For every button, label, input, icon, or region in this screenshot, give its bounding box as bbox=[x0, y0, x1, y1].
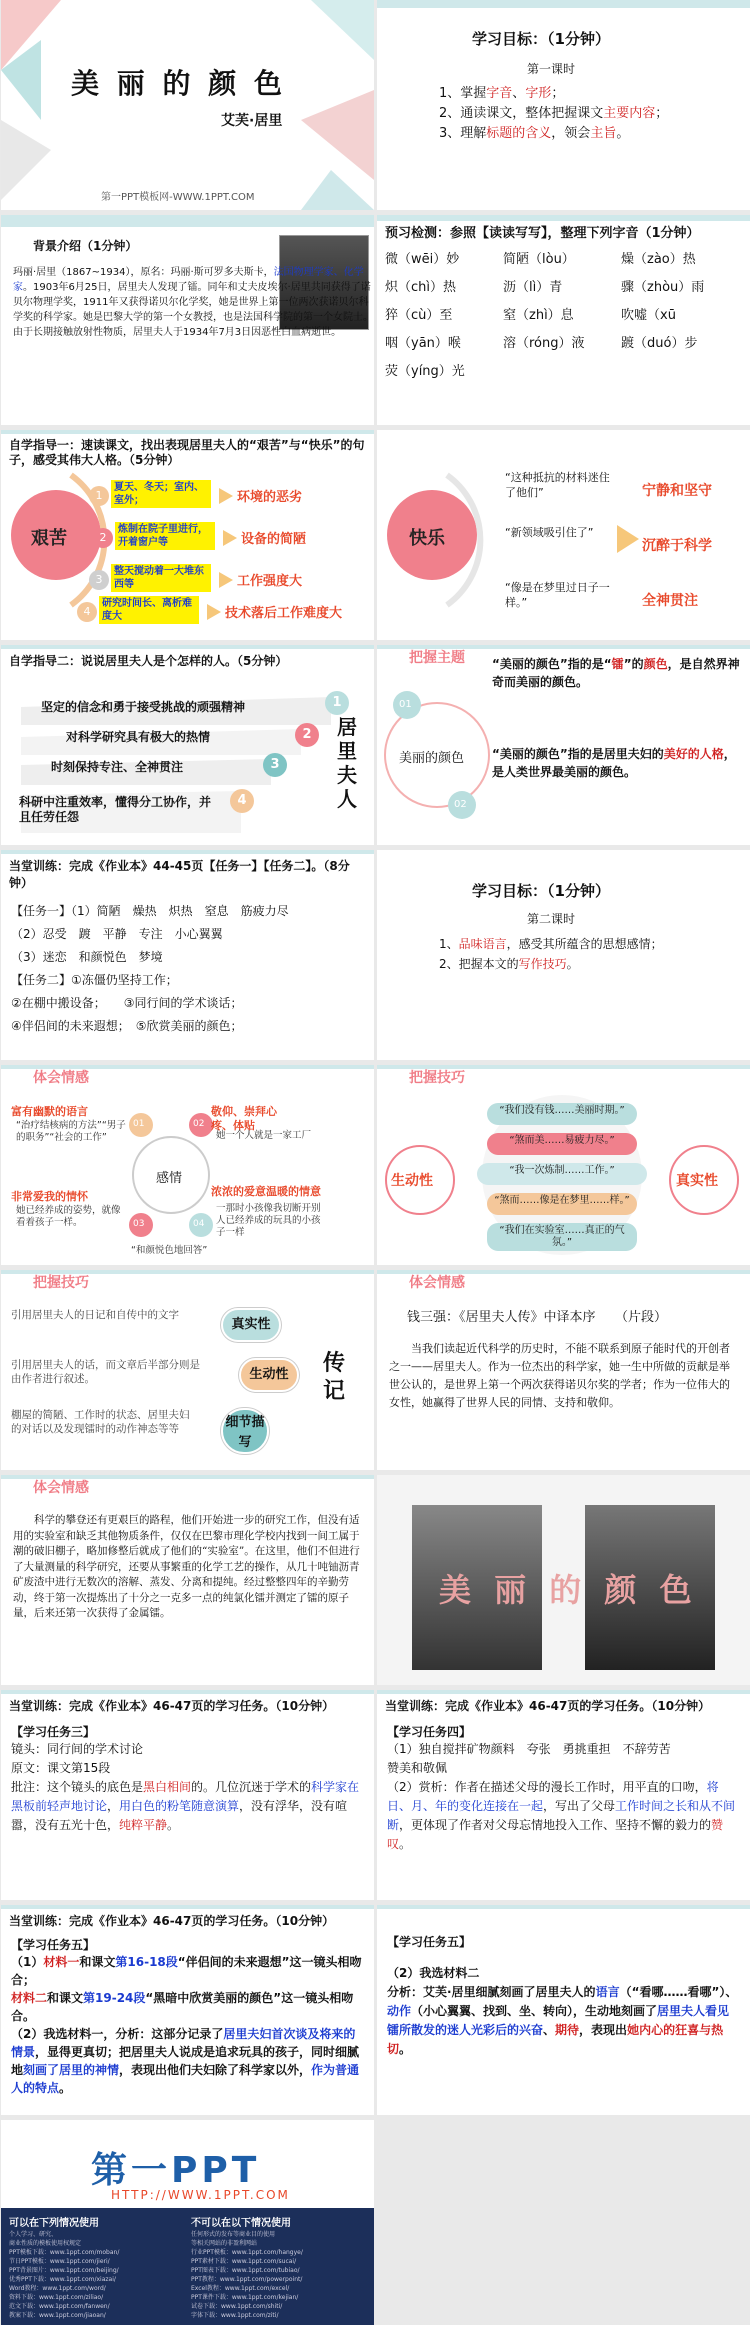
emotion-note: “治疗结核病的方法”“男子的职务”“社会的工作” bbox=[16, 1120, 126, 1143]
arrow-icon bbox=[207, 604, 221, 620]
joy-quote: “这种抵抗的材料迷住了他们” bbox=[505, 471, 610, 499]
pron-cell: 猝（cù）至 bbox=[385, 308, 453, 323]
pron-cell: 骤（zhòu）雨 bbox=[621, 280, 705, 295]
text-run: 居里夫人看见镭所散发的迷人光彩后的兴奋 bbox=[387, 2004, 730, 2037]
text-run: “伴侣间的未来遐想”这一镜头相吻合； bbox=[11, 1955, 362, 1987]
footer-line: PPT模板下载：www.1ppt.com/moban/ bbox=[9, 2249, 120, 2256]
text-run: 和课文 bbox=[79, 1955, 116, 1969]
slide-technique-1 bbox=[377, 1065, 750, 1265]
hardship-result: 工作强度大 bbox=[237, 574, 303, 589]
slide-emotion-1 bbox=[1, 1065, 374, 1265]
footer-line: PPT课件下载：www.1ppt.com/kejian/ bbox=[191, 2294, 299, 2301]
step-number: 2 bbox=[93, 528, 113, 548]
slide-background bbox=[1, 215, 374, 425]
pron-heading: 预习检测：参照【读读写写】，整理下列字音（1分钟） bbox=[385, 226, 700, 241]
pron-cell: 沥（lì）青 bbox=[503, 280, 563, 295]
bg-heading: 背景介绍（1分钟） bbox=[33, 239, 138, 253]
pron-cell: 炽（chì）热 bbox=[385, 280, 456, 295]
practice1-answers bbox=[1, 896, 374, 1042]
slide-practice-1 bbox=[1, 850, 374, 1060]
goals-list bbox=[439, 84, 668, 144]
task4-label: 【学习任务四】 bbox=[387, 1725, 472, 1739]
text-run: 标题的含义 bbox=[486, 126, 552, 141]
text-run: 、 bbox=[543, 2023, 556, 2037]
text-run: （2）赏析：作者在描述父母的漫长工作时，用平直的口吻， bbox=[387, 1780, 707, 1794]
character-side-label: 居里夫人 bbox=[337, 715, 357, 811]
text-run: ，表现出他们夫妇除了科学家以外， bbox=[119, 2063, 312, 2077]
footer-line: 资料下载：www.1ppt.com/ziliao/ bbox=[9, 2294, 104, 2301]
theme-center: 美丽的颜色 bbox=[399, 751, 465, 766]
text-run: ，感受其所蕴含的思想感情； bbox=[506, 937, 663, 951]
footer-line: PPT素材下载：www.1ppt.com/sucai/ bbox=[191, 2258, 297, 2265]
theme-point-1 bbox=[492, 655, 742, 691]
task4-line bbox=[387, 1740, 740, 1759]
footer-line: PPT背景图片：www.1ppt.com/beijing/ bbox=[9, 2267, 119, 2274]
pron-cell: 踱（duó）步 bbox=[621, 336, 698, 351]
goals-sub: 第一课时 bbox=[527, 62, 576, 76]
text-run: 刻画了居里的神情 bbox=[23, 2063, 120, 2077]
pron-cell: 荧（yíng）光 bbox=[385, 364, 465, 379]
answer-line: 【任务二】①冻僵仍坚持工作； bbox=[11, 973, 178, 987]
slide-emotion-3 bbox=[1, 1475, 374, 1685]
task3-body bbox=[1, 1740, 374, 1835]
text-run: 赞叹 bbox=[387, 1818, 724, 1851]
text-run: 字音 bbox=[486, 86, 513, 101]
text-run: 主旨 bbox=[590, 126, 617, 141]
arrow-icon bbox=[219, 572, 233, 588]
slide-joy bbox=[377, 430, 750, 640]
text-run: 动作 bbox=[387, 2004, 412, 2018]
theme-num-1: 01 bbox=[399, 699, 412, 710]
slide-theme bbox=[377, 645, 750, 845]
emotion1-tag: 体会情感 bbox=[33, 1070, 89, 1086]
text-run: 美好的人格 bbox=[663, 747, 724, 761]
bg-text bbox=[13, 265, 373, 340]
pron-row bbox=[385, 274, 742, 302]
footer-line: 任何形式的发布等商业目的使用 bbox=[191, 2231, 276, 2238]
slide-task-5b bbox=[377, 1905, 750, 2115]
goal-line bbox=[439, 104, 668, 124]
task3-line bbox=[11, 1740, 364, 1759]
slide-hardship bbox=[1, 430, 374, 640]
task4-line bbox=[387, 1759, 740, 1778]
technique2-tag: 把握技巧 bbox=[33, 1275, 89, 1291]
footer-line: PPT教程：www.1ppt.com/powerpoint/ bbox=[191, 2276, 303, 2283]
text-run: 写作技巧 bbox=[518, 957, 567, 971]
technique-quote: “煞而……像是在梦里……样。” bbox=[487, 1193, 637, 1215]
task4-line bbox=[387, 1778, 740, 1854]
footer-panel bbox=[1, 2208, 374, 2325]
technique2-cap: 生动性 bbox=[239, 1358, 299, 1392]
goal-line bbox=[439, 84, 668, 104]
practice1-heading: 当堂训练：完成《作业本》44-45页【任务一】【任务二】。（8分钟） bbox=[9, 859, 350, 890]
goals2-heading: 学习目标：（1分钟） bbox=[472, 882, 610, 900]
hardship-result: 设备的简陋 bbox=[241, 532, 307, 547]
slide-character bbox=[1, 645, 374, 845]
biography-label: 传记 bbox=[323, 1351, 346, 1404]
text-run: ， bbox=[107, 1799, 120, 1813]
character-trait: 科研中注重效率，懂得分工协作，并且任劳任怨 bbox=[19, 795, 212, 824]
hardship-box: 炼制在院子里进行，开着窗户等 bbox=[115, 522, 215, 550]
text-run: （2）我选材料二 bbox=[387, 1966, 480, 1980]
footer-line: 试卷下载：www.1ppt.com/shiti/ bbox=[191, 2303, 283, 2310]
character-trait: 坚定的信念和勇于接受挑战的顽强精神 bbox=[41, 700, 246, 714]
slide-goals-1 bbox=[377, 0, 750, 210]
slide-technique-2 bbox=[1, 1270, 374, 1470]
text-run: 批注：这个镜头的底色是 bbox=[11, 1780, 144, 1794]
text-run: 、 bbox=[512, 86, 526, 101]
text-run: 。 bbox=[616, 126, 630, 141]
text-run: 。 bbox=[399, 2042, 412, 2056]
emotion-note: 她一个人就是一家工厂 bbox=[216, 1130, 312, 1141]
text-run: （小心翼翼、找到、坐、转向），生动地刻画了 bbox=[411, 2004, 658, 2018]
step-number: 1 bbox=[325, 691, 349, 715]
technique1-tag: 把握技巧 bbox=[409, 1070, 465, 1086]
goals2-list bbox=[439, 934, 663, 974]
answer-line: ②在棚中搬设备； ③同行间的学术谈话； bbox=[11, 996, 243, 1010]
emotion-label: 浓浓的爱意温暖的情意 bbox=[211, 1185, 321, 1198]
technique-quote: “我们没有钱……美丽时期。” bbox=[487, 1103, 637, 1125]
text-run: 期待 bbox=[555, 2023, 580, 2037]
logo-text: 第一PPT bbox=[91, 2150, 261, 2191]
text-run: “美丽的颜色”指的是居里夫妇的 bbox=[492, 747, 664, 761]
text-run: 品味语言 bbox=[458, 937, 507, 951]
footer-line: 商业性质的模板使用权规定 bbox=[9, 2240, 82, 2247]
goal2-line bbox=[439, 954, 663, 974]
answer-line: 【任务一】（1）简陋 燥热 炽热 窒息 筋疲力尽 bbox=[11, 904, 289, 918]
pron-cell: 窒（zhì）息 bbox=[503, 308, 574, 323]
task3-heading: 当堂训练：完成《作业本》46-47页的学习任务。（10分钟） bbox=[9, 1699, 335, 1713]
footer-line: PPT图表下载：www.1ppt.com/tubiao/ bbox=[191, 2267, 300, 2274]
text-run: ，没有浮华，没有喧嚣，没有五光十色， bbox=[11, 1799, 348, 1832]
emotion-label: 非常爱我的情怀 bbox=[11, 1190, 88, 1203]
step-number: 1 bbox=[89, 486, 109, 506]
task5a-line bbox=[11, 2025, 364, 2097]
emotion-num: 04 bbox=[193, 1219, 205, 1229]
slide-title-text: 美 丽 的 颜 色 bbox=[71, 67, 286, 100]
footer-line: 等相关网站的非盈利网站 bbox=[191, 2240, 258, 2247]
text-run: ”的 bbox=[623, 657, 644, 671]
bg-line bbox=[13, 265, 373, 340]
text-run: 。 bbox=[566, 957, 579, 971]
theme-tag: 把握主题 bbox=[409, 650, 465, 666]
footer-line: 行业PPT模板：www.1ppt.com/hangye/ bbox=[191, 2249, 303, 2256]
text-run: 科学家在黑板前轻声地讨论 bbox=[11, 1780, 360, 1813]
text-run: 2、把握本文的 bbox=[439, 957, 519, 971]
theme-point-2 bbox=[492, 745, 742, 781]
footer-line: Excel教程：www.1ppt.com/excel/ bbox=[191, 2285, 290, 2292]
text-run: 将日、月、年的变化连接在一起 bbox=[387, 1780, 719, 1813]
footer-col-a-title: 可以在下列情况使用 bbox=[9, 2218, 99, 2229]
emotion3-tag: 体会情感 bbox=[33, 1480, 89, 1496]
footer-line: 优秀PPT下载：www.1ppt.com/xiazai/ bbox=[9, 2276, 116, 2283]
text-run: 镭 bbox=[611, 657, 624, 671]
slide-emotion-2 bbox=[377, 1270, 750, 1470]
text-run: 分析：艾芙·居里细腻刻画了居里夫人的 bbox=[387, 1985, 596, 1999]
pron-cell: 燥（zào）热 bbox=[621, 252, 696, 267]
text-run: （“看哪……看哪”）、 bbox=[619, 1985, 738, 1999]
text-run: 。 bbox=[167, 1818, 180, 1832]
slide-photos bbox=[377, 1475, 750, 1685]
emotion2-tag: 体会情感 bbox=[409, 1275, 465, 1291]
theme-num-2: 02 bbox=[454, 799, 467, 810]
answer-line: ④伴侣间的未来遐想； ⑤欣赏美丽的颜色； bbox=[11, 1019, 243, 1033]
task5a-line bbox=[11, 1953, 364, 1989]
pron-cell: 简陋（lòu） bbox=[503, 252, 575, 267]
arrow-icon bbox=[617, 525, 639, 553]
text-run: ，是人类世界最美丽的颜色。 bbox=[492, 747, 736, 779]
emotion-num: 03 bbox=[133, 1219, 145, 1229]
arrow-icon bbox=[219, 488, 233, 504]
goal2-line bbox=[439, 934, 663, 954]
slide-author: 艾芙·居里 bbox=[221, 113, 283, 129]
logo-url: HTTP://WWW.1PPT.COM bbox=[111, 2188, 290, 2202]
pron-cell bbox=[621, 358, 739, 386]
text-run: 主要内容 bbox=[603, 106, 656, 121]
text-run: 玛丽·居里（1867~1934），原名：玛丽·斯可罗多夫斯卡， bbox=[13, 267, 274, 278]
slide-title bbox=[1, 0, 374, 210]
text-run: 材料二 bbox=[11, 1991, 48, 2005]
emotion-label: 敬仰、崇拜心疼、体贴 bbox=[211, 1105, 277, 1132]
technique-quote: “煞而美……易疲力尽。” bbox=[487, 1133, 637, 1155]
footer-line: 教案下载：www.1ppt.com/jiaoan/ bbox=[9, 2312, 106, 2319]
text-run: 作为普通人的特点 bbox=[11, 2063, 360, 2095]
text-run: 材料一 bbox=[43, 1955, 80, 1969]
text-run: 和课文 bbox=[47, 1991, 84, 2005]
emotion-center: 感情 bbox=[156, 1171, 183, 1186]
step-number: 3 bbox=[263, 753, 287, 777]
text-run: ，领会 bbox=[551, 126, 591, 141]
text-run: ； bbox=[655, 106, 669, 121]
pron-cell: 微（wēi）妙 bbox=[385, 252, 460, 267]
pron-row bbox=[385, 358, 742, 386]
pron-row bbox=[385, 330, 742, 358]
joy-result: 沉醉于科学 bbox=[642, 538, 712, 554]
text-run: 字形 bbox=[525, 86, 552, 101]
answer-line: （2）忍受 踱 平静 专注 小心翼翼 bbox=[11, 927, 223, 941]
emotion-label: 富有幽默的语言 bbox=[11, 1105, 88, 1118]
text-run: 第16-18段 bbox=[115, 1955, 178, 1969]
task5b-body bbox=[377, 1964, 750, 2059]
footer-line: 个人学习、研究、 bbox=[9, 2231, 58, 2238]
emotion2-ref: 钱三强：《居里夫人传》中译本序 （片段） bbox=[407, 1310, 668, 1325]
text-run: 语言 bbox=[595, 1985, 620, 1999]
task5b-line bbox=[387, 1983, 740, 2059]
text-run: 。 bbox=[399, 1837, 412, 1851]
emotion-note: “和颜悦色地回答” bbox=[131, 1245, 208, 1256]
text-run: ，写出了父母 bbox=[543, 1799, 616, 1813]
emotion3-text: 科学的攀登还有更艰巨的路程，他们开始进一步的研究工作，但没有适用的实验室和缺乏其他物质条件，仅仅在巴黎市理化学校内找到一间工属于潮的破旧棚子，略加修整后就成了他们的“实验室”。在这里，他们不但进行了大量测量的科学研究，还要从事繁重的化学工艺的操作，从几十吨铀沥青矿废渣中进行无数次的溶解、蒸发、分离和提纯。经过整整四年的辛勤劳动，终于第一次提炼出了十分之一克多一点的纯氯化镭并测定了镭的原子量，后来还第一次获得了金属镭。 bbox=[13, 1514, 360, 1619]
text-run: 的。几位沉迷于学术的 bbox=[191, 1780, 312, 1794]
pron-table bbox=[377, 246, 750, 386]
triangle-decoration bbox=[1, 0, 374, 210]
goal-line bbox=[439, 124, 668, 144]
hardship-box: 夏天、冬天；室内、室外； bbox=[111, 480, 211, 508]
hardship-box: 研究时间长、离析难度大 bbox=[99, 596, 199, 624]
text-run: ，是自然界神奇而美丽的颜色。 bbox=[492, 657, 740, 689]
pron-cell: 溶（róng）液 bbox=[503, 336, 585, 351]
footer-line: 节日PPT模板：www.1ppt.com/jieri/ bbox=[9, 2258, 110, 2265]
task3-label: 【学习任务三】 bbox=[11, 1725, 96, 1739]
text-run: 法国物理学家、化学家 bbox=[13, 267, 364, 293]
text-run: 居里夫妇首次谈及将来的情景 bbox=[11, 2027, 356, 2059]
answer-line: （3）迷恋 和颜悦色 梦境 bbox=[11, 950, 163, 964]
text-run: 工作时间之长和从不间断 bbox=[387, 1799, 736, 1832]
footer-line: Word教程：www.1ppt.com/word/ bbox=[9, 2285, 106, 2292]
goals-heading: 学习目标：（1分钟） bbox=[472, 30, 610, 48]
goals2-sub: 第二课时 bbox=[527, 912, 576, 926]
task5b-label: 【学习任务五】 bbox=[387, 1935, 472, 1949]
footer-line: 字体下载：www.1ppt.com/ziti/ bbox=[191, 2312, 279, 2319]
technique-quote: “我们在实验室……真正的气氛。” bbox=[487, 1223, 637, 1251]
task3-line bbox=[11, 1759, 364, 1778]
text-run: 纯粹平静 bbox=[119, 1818, 168, 1832]
slide-task-4 bbox=[377, 1690, 750, 1900]
text-run: ，显得更真切；把居里夫人说成是追求玩具的孩子，同时细腻地 bbox=[11, 2045, 360, 2077]
text-run: 2、通读课文，整体把握课文 bbox=[439, 106, 604, 121]
character-trait: 时刻保持专注、全神贯注 bbox=[51, 760, 184, 774]
real-label: 真实性 bbox=[676, 1173, 718, 1189]
hardship-center: 艰苦 bbox=[31, 528, 67, 549]
text-run: 赞美和敬佩 bbox=[387, 1761, 448, 1775]
vivid-label: 生动性 bbox=[391, 1173, 433, 1189]
step-number: 4 bbox=[230, 789, 254, 813]
slide-footer-text: 第一PPT模板网-WWW.1PPT.COM bbox=[101, 192, 255, 203]
footer-line: 范文下载：www.1ppt.com/fanwen/ bbox=[9, 2303, 110, 2310]
slide-task-5a bbox=[1, 1905, 374, 2115]
text-run: ，表现出 bbox=[579, 2023, 628, 2037]
hardship-result: 环境的恶劣 bbox=[237, 490, 303, 505]
text-run: （1）独自搅拌矿物颜料 夸张 勇挑重担 不辞劳苦 bbox=[387, 1742, 671, 1756]
footer-col-b-title: 不可以在以下情况使用 bbox=[191, 2218, 291, 2229]
text-run: （2）我选材料一，分析：这部分记录了 bbox=[11, 2027, 224, 2041]
step-number: 4 bbox=[77, 602, 97, 622]
arrow-icon bbox=[223, 530, 237, 546]
text-run: 镜头：同行间的学术讨论 bbox=[11, 1742, 144, 1756]
pron-row bbox=[385, 302, 742, 330]
pron-row bbox=[385, 246, 742, 274]
task5a-heading: 当堂训练：完成《作业本》46-47页的学习任务。（10分钟） bbox=[9, 1914, 335, 1928]
emotion-num: 01 bbox=[133, 1119, 145, 1129]
task3-line bbox=[11, 1778, 364, 1835]
task5a-label: 【学习任务五】 bbox=[11, 1938, 96, 1952]
technique2-cap: 真实性 bbox=[221, 1308, 281, 1342]
technique-quote: “我一次炼制……工作。” bbox=[477, 1163, 647, 1185]
emotion-note: 一那时小孩像我切断开别人已经养成的玩具的小孩子一样 bbox=[216, 1203, 321, 1238]
text-run: 1、掌握 bbox=[439, 86, 487, 101]
emotion-num: 02 bbox=[193, 1119, 205, 1129]
technique2-row: 引用居里夫人的日记和自传中的文字 bbox=[11, 1309, 179, 1321]
task4-heading: 当堂训练：完成《作业本》46-47页的学习任务。（10分钟） bbox=[385, 1699, 711, 1713]
hardship-result: 技术落后工作难度大 bbox=[225, 606, 343, 621]
character-heading: 自学指导二：说说居里夫人是个怎样的人。（5分钟） bbox=[9, 654, 288, 668]
slide-task-3 bbox=[1, 1690, 374, 1900]
text-run: 。 bbox=[59, 2081, 72, 2095]
pron-cell: 咽（yān）喉 bbox=[385, 336, 461, 351]
joy-result: 宁静和坚守 bbox=[642, 483, 712, 499]
text-run: “黑暗中欣赏美丽的颜色”这一镜头相吻合。 bbox=[11, 1991, 354, 2023]
joy-center: 快乐 bbox=[409, 528, 445, 549]
hardship-box: 整天搅动着一大堆东西等 bbox=[111, 564, 211, 592]
text-run: 用白色的粉笔随意演算 bbox=[119, 1799, 240, 1813]
technique2-row: 棚屋的简陋、工作时的状态、居里夫妇的对话以及发现镭时的动作神态等等 bbox=[11, 1409, 190, 1435]
technique2-cap: 细节描写 bbox=[221, 1408, 269, 1454]
step-number: 3 bbox=[89, 570, 109, 590]
pron-cell bbox=[503, 358, 621, 386]
slide-goals-2 bbox=[377, 850, 750, 1060]
text-run: 黑白相间 bbox=[143, 1780, 192, 1794]
text-run: 。1903年6月25日，居里夫人发现了镭。同年和丈夫皮埃尔·居里共同获得了诺贝尔物理学奖，1911年又获得诺贝尔化学奖，她是世界上第一位两次获诺贝尔科学奖的科学家。她是巴黎大学的第一个女教授，也是法国科学院的第一个女院士。由于长期接触放射性物质，居里夫人于1934年7月3日因恶性白血病逝世。 bbox=[13, 282, 373, 338]
text-run: （1） bbox=[11, 1955, 44, 1969]
step-number: 2 bbox=[295, 723, 319, 747]
text-run: 原文：课文第15段 bbox=[11, 1761, 111, 1775]
text-run: 颜色 bbox=[643, 657, 668, 671]
task5b-line bbox=[387, 1964, 740, 1983]
slide-footer bbox=[1, 2120, 374, 2325]
text-run: “美丽的颜色”指的是“ bbox=[492, 657, 612, 671]
text-run: ； bbox=[551, 86, 565, 101]
task5a-body bbox=[1, 1953, 374, 2097]
emotion2-text: 当我们读起近代科学的历史时，不能不联系到原子能时代的开创者之一——居里夫人。作为一位杰出的科学家，她一生中所做的贡献是举世公认的，是世界上第一个两次获得诺贝尔奖的学者；作为一位伟大的女性，她赢得了世界人民的同情、支持和敬仰。 bbox=[389, 1342, 730, 1409]
text-run: 第19-24段 bbox=[83, 1991, 146, 2005]
pron-cell: 吹嘘（xū bbox=[621, 308, 676, 323]
joy-result: 全神贯注 bbox=[642, 593, 698, 609]
photo-overlay-title: 美 丽 的 颜 色 bbox=[439, 1571, 698, 1609]
text-run: 3、理解 bbox=[439, 126, 487, 141]
technique2-row: 引用居里夫人的话，而文章后半部分则是由作者进行叙述。 bbox=[11, 1359, 200, 1385]
task4-body bbox=[377, 1740, 750, 1854]
text-run: 她内心的狂喜与热切 bbox=[387, 2023, 724, 2056]
joy-quote: “像是在梦里过日子一样。” bbox=[505, 581, 610, 609]
character-trait: 对科学研究具有极大的热情 bbox=[66, 730, 211, 744]
emotion-note: 她已经养成的姿势，就像看着孩子一样。 bbox=[16, 1205, 121, 1228]
joy-quote: “新领域吸引住了” bbox=[505, 526, 594, 539]
text-run: ，更体现了作者对父母忘情地投入工作、坚持不懈的毅力的 bbox=[399, 1818, 712, 1832]
slide-pronunciation bbox=[377, 215, 750, 425]
task5a-line bbox=[11, 1989, 364, 2025]
text-run: 1、 bbox=[439, 937, 459, 951]
hardship-heading: 自学指导一：速读课文，找出表现居里夫人的“艰苦”与“快乐”的句子，感受其伟大人格。（5分钟） bbox=[9, 438, 365, 467]
